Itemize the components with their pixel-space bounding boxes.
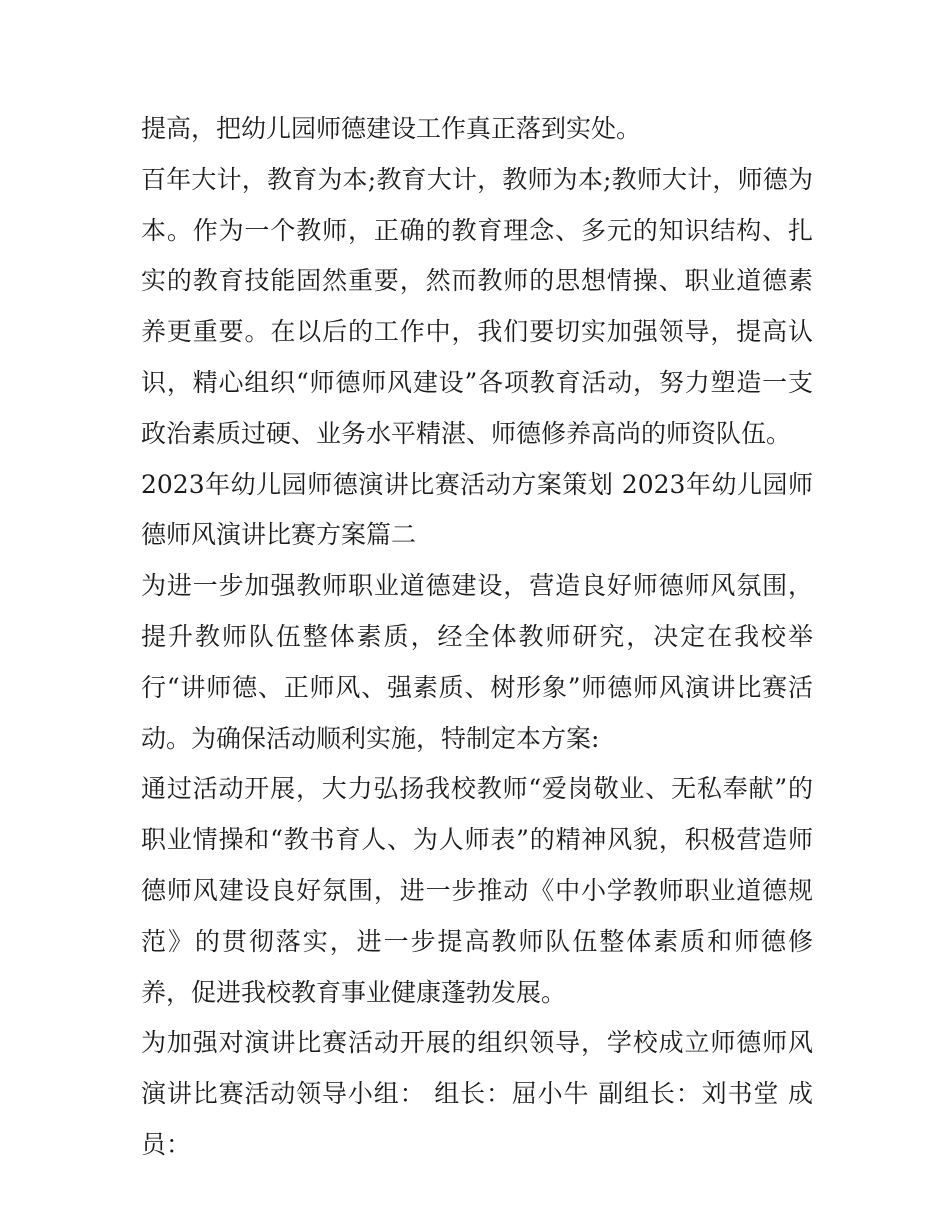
paragraph-5: 通过活动开展，大力弘扬我校教师“爱岗敬业、无私奉献”的职业情操和“教书育人、为人师表”的精神风貌，积极营造师德师风建设良好氛围，进一步推动《中小学教师职业道德规范》的贯彻落实，进一步提高教师队伍整体素质和师德修养，促进我校教育事业健康蓬勃发展。 bbox=[141, 774, 813, 1007]
paragraph-3-heading: 2023年幼儿园师德演讲比赛活动方案策划 2023年幼儿园师德师风演讲比赛方案篇二 bbox=[141, 469, 813, 550]
paragraph-2: 百年大计，教育为本;教育大计，教师为本;教师大计，师德为本。作为一个教师，正确的教育理念、多元的知识结构、扎实的教育技能固然重要，然而教师的思想情操、职业道德素养更重要。在以后的工作中，我们要切实加强领导，提高认识，精心组织“师德师风建设”各项教育活动，努力塑造一支政治素质过硬、业务水平精湛、师德修养高尚的师资队伍。 bbox=[141, 164, 813, 448]
paragraph-4: 为进一步加强教师职业道德建设，营造良好师德师风氛围，提升教师队伍整体素质，经全体教师研究，决定在我校举行“讲师德、正师风、强素质、树形象”师德师风演讲比赛活动。为确保活动顺利实施，特制定本方案: bbox=[141, 571, 813, 753]
paragraph-6: 为加强对演讲比赛活动开展的组织领导，学校成立师德师风演讲比赛活动领导小组： 组长：屈小牛 副组长：刘书堂 成员： bbox=[141, 1028, 813, 1159]
document-body bbox=[141, 104, 813, 1171]
paragraph-1: 提高，把幼儿园师德建设工作真正落到实处。 bbox=[141, 114, 642, 143]
